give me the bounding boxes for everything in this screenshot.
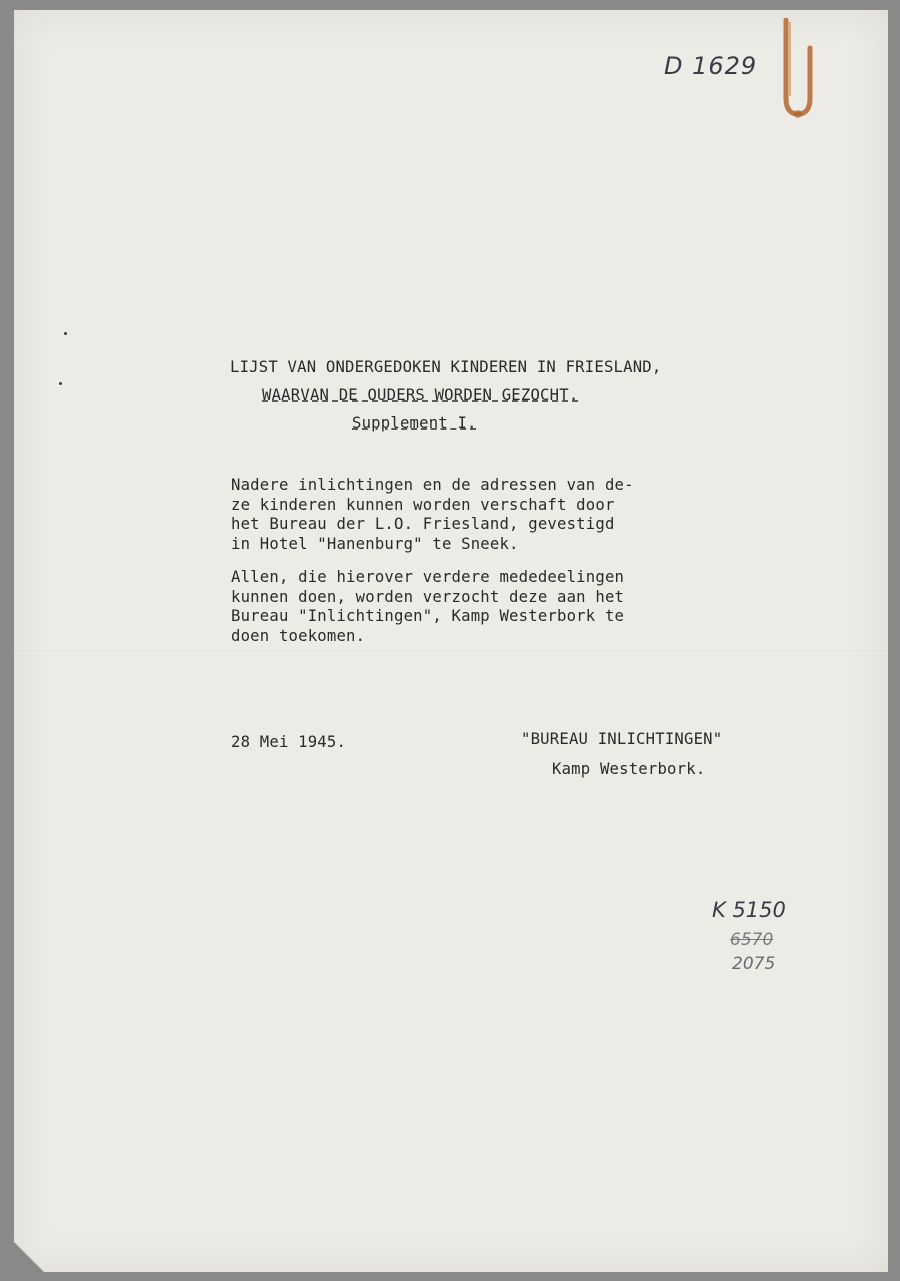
body-paragraph-2 bbox=[231, 568, 624, 646]
handwritten-struck-number: 6570 bbox=[730, 930, 774, 950]
document-title-line-2: WAARVAN DE OUDERS WORDEN GEZOCHT. bbox=[262, 386, 579, 404]
ink-speck bbox=[64, 332, 67, 335]
document-subtitle: Supplement I. bbox=[352, 414, 477, 432]
paragraph-line: kunnen doen, worden verzocht deze aan het bbox=[231, 587, 625, 606]
handwritten-number: 2075 bbox=[732, 954, 776, 974]
paragraph-line: in Hotel "Hanenburg" te Sneek. bbox=[231, 534, 519, 553]
torn-corner bbox=[14, 1242, 44, 1272]
ink-speck bbox=[59, 382, 62, 385]
paragraph-line: Bureau "Inlichtingen", Kamp Westerbork te bbox=[231, 607, 625, 626]
archive-reference-number: D 1629 bbox=[664, 52, 758, 80]
signature-organization: "BUREAU INLICHTINGEN" bbox=[521, 730, 723, 748]
body-paragraph-1 bbox=[231, 476, 634, 554]
paper-fold bbox=[14, 650, 888, 651]
document-title-line-1: LIJST VAN ONDERGEDOKEN KINDEREN IN FRIESLAND, bbox=[230, 358, 662, 376]
paragraph-line: het Bureau der L.O. Friesland, gevestigd bbox=[231, 515, 615, 534]
paragraph-line: Allen, die hierover verdere mededeelingen bbox=[231, 568, 625, 586]
handwritten-k-number: K 5150 bbox=[712, 898, 786, 922]
signature-location: Kamp Westerbork. bbox=[552, 760, 706, 778]
paragraph-line: doen toekomen. bbox=[231, 626, 366, 645]
paperclip-rust-stain bbox=[778, 18, 818, 128]
document-date: 28 Mei 1945. bbox=[231, 733, 347, 751]
paragraph-line: Nadere inlichtingen en de adressen van de- bbox=[231, 476, 634, 494]
paragraph-line: ze kinderen kunnen worden verschaft door bbox=[231, 495, 615, 514]
